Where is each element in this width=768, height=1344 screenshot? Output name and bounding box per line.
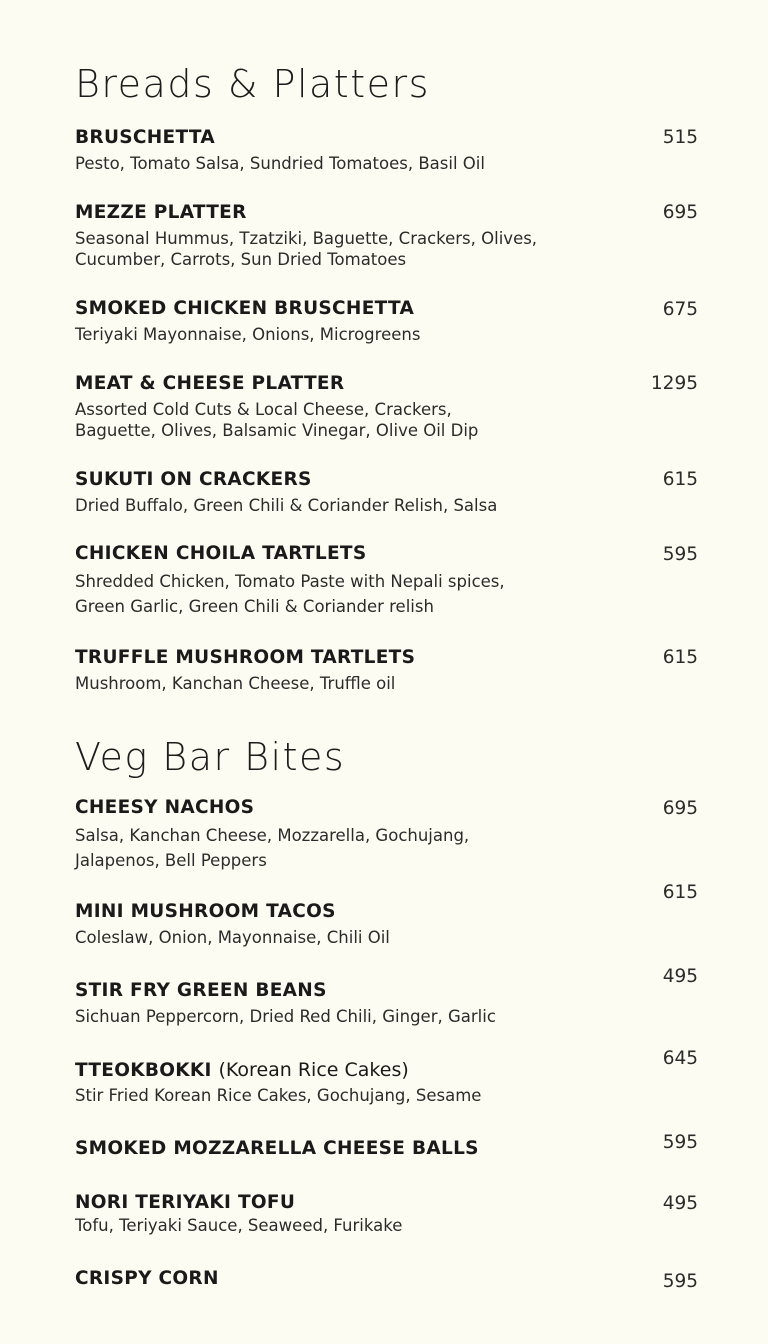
menu-item-price: 495 bbox=[662, 1193, 698, 1214]
menu-item-name-text: TTEOKBOKKI bbox=[75, 1060, 212, 1081]
description-line: Assorted Cold Cuts & Local Cheese, Crackers, bbox=[75, 400, 452, 419]
menu-item-price: 615 bbox=[662, 882, 698, 903]
menu-item-name: BRUSCHETTA bbox=[75, 127, 215, 148]
description-line: Jalapenos, Bell Peppers bbox=[75, 851, 267, 870]
menu-item-description bbox=[75, 1215, 595, 1236]
description-line: Pesto, Tomato Salsa, Sundried Tomatoes, Basil Oil bbox=[75, 154, 485, 173]
menu-item-description bbox=[75, 927, 595, 948]
description-line: Dried Buffalo, Green Chili & Coriander Relish, Salsa bbox=[75, 496, 498, 515]
menu-item-description bbox=[75, 673, 595, 694]
menu-item-price: 675 bbox=[662, 299, 698, 320]
description-line: Baguette, Olives, Balsamic Vinegar, Olive Oil Dip bbox=[75, 421, 479, 440]
section-title-veg-bar-bites: Veg Bar Bites bbox=[75, 735, 346, 779]
menu-item-name: SMOKED MOZZARELLA CHEESE BALLS bbox=[75, 1138, 479, 1159]
menu-item-description bbox=[75, 324, 595, 345]
menu-item-description bbox=[75, 153, 595, 174]
menu-item-name: SUKUTI ON CRACKERS bbox=[75, 469, 312, 490]
description-line: Mushroom, Kanchan Cheese, Truffle oil bbox=[75, 674, 396, 693]
menu-item-name: SMOKED CHICKEN BRUSCHETTA bbox=[75, 298, 415, 319]
menu-item-description bbox=[75, 569, 595, 619]
menu-item-description bbox=[75, 823, 595, 873]
menu-item-name: TRUFFLE MUSHROOM TARTLETS bbox=[75, 647, 416, 668]
menu-item-price: 595 bbox=[662, 544, 698, 565]
menu-item-name: STIR FRY GREEN BEANS bbox=[75, 980, 327, 1001]
description-line: Stir Fried Korean Rice Cakes, Gochujang, Sesame bbox=[75, 1086, 482, 1105]
menu-item-price: 645 bbox=[662, 1048, 698, 1069]
menu-item-name: MEZZE PLATTER bbox=[75, 202, 247, 223]
menu-item-name: NORI TERIYAKI TOFU bbox=[75, 1192, 296, 1213]
menu-item-price: 595 bbox=[662, 1132, 698, 1153]
menu-item-name: CHICKEN CHOILA TARTLETS bbox=[75, 543, 367, 564]
description-line: Shredded Chicken, Tomato Paste with Nepali spices, bbox=[75, 572, 505, 591]
menu-item-description bbox=[75, 1085, 595, 1106]
menu-item-description bbox=[75, 399, 595, 441]
description-line: Green Garlic, Green Chili & Coriander relish bbox=[75, 597, 434, 616]
menu-item-name: CHEESY NACHOS bbox=[75, 797, 255, 818]
menu-item-price: 595 bbox=[662, 1271, 698, 1292]
menu-item-price: 695 bbox=[662, 798, 698, 819]
description-line: Seasonal Hummus, Tzatziki, Baguette, Crackers, Olives, bbox=[75, 229, 538, 248]
section-title-breads-platters: Breads & Platters bbox=[75, 62, 430, 106]
menu-item-description bbox=[75, 228, 595, 270]
menu-item-description bbox=[75, 495, 595, 516]
menu-item-price: 615 bbox=[662, 469, 698, 490]
menu-item-name: CRISPY CORN bbox=[75, 1268, 219, 1289]
description-line: Salsa, Kanchan Cheese, Mozzarella, Gochujang, bbox=[75, 826, 470, 845]
menu-item-description bbox=[75, 1006, 595, 1027]
menu-item-name: MINI MUSHROOM TACOS bbox=[75, 901, 336, 922]
description-line: Tofu, Teriyaki Sauce, Seaweed, Furikake bbox=[75, 1216, 403, 1235]
description-line: Sichuan Peppercorn, Dried Red Chili, Ginger, Garlic bbox=[75, 1007, 496, 1026]
menu-item-name-note: (Korean Rice Cakes) bbox=[218, 1059, 409, 1081]
menu-item-name: MEAT & CHEESE PLATTER bbox=[75, 373, 345, 394]
description-line: Cucumber, Carrots, Sun Dried Tomatoes bbox=[75, 250, 407, 269]
menu-item-name bbox=[75, 1059, 409, 1081]
description-line: Teriyaki Mayonnaise, Onions, Microgreens bbox=[75, 325, 421, 344]
menu-item-price: 515 bbox=[662, 127, 698, 148]
description-line: Coleslaw, Onion, Mayonnaise, Chili Oil bbox=[75, 928, 390, 947]
menu-item-price: 1295 bbox=[650, 373, 698, 394]
menu-item-price: 615 bbox=[662, 647, 698, 668]
menu-item-price: 495 bbox=[662, 966, 698, 987]
menu-item-price: 695 bbox=[662, 202, 698, 223]
